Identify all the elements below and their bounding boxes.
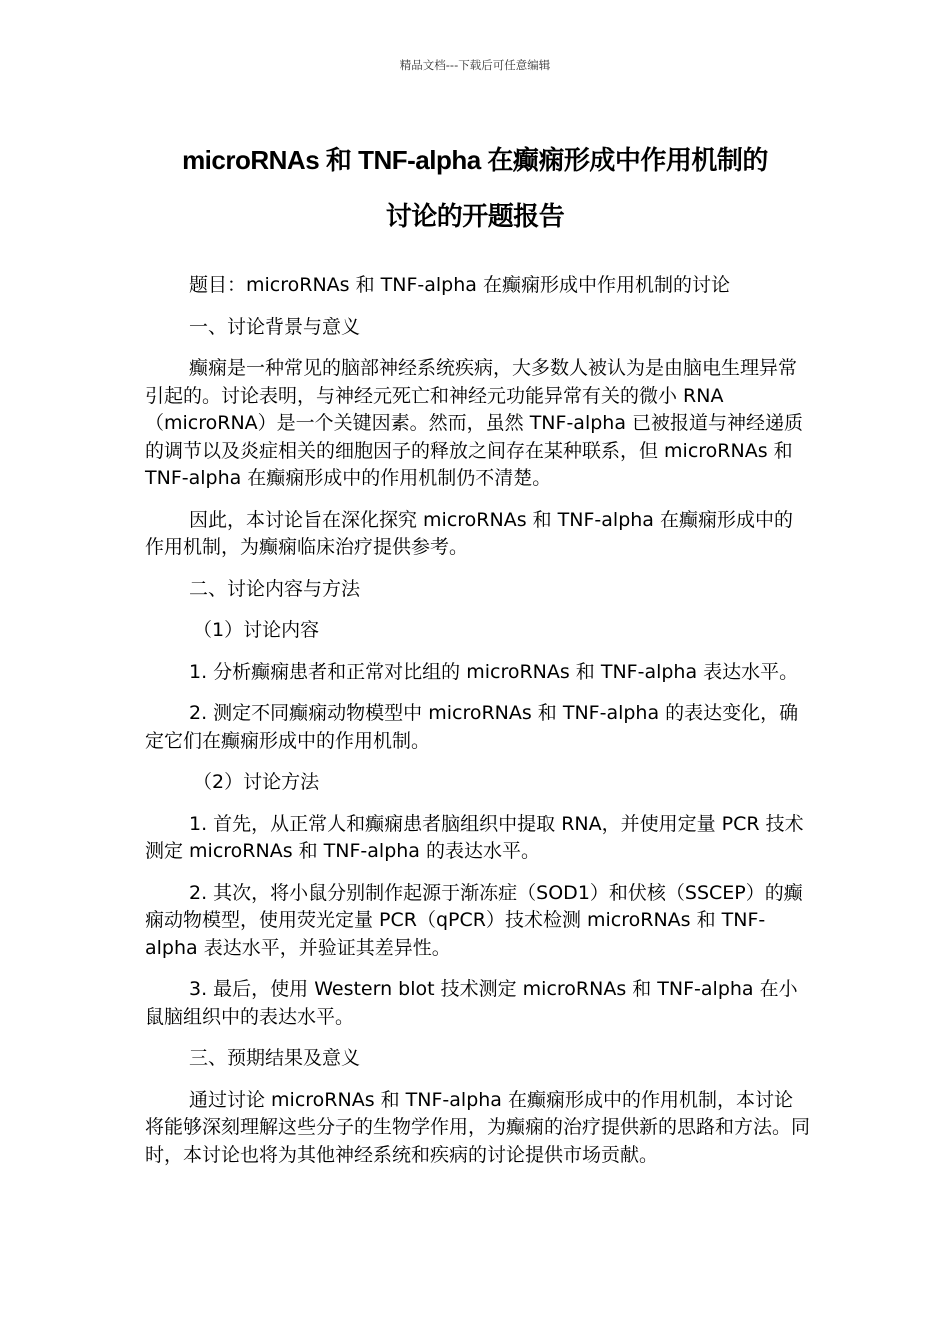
subheading-content: （1）讨论内容 [193, 619, 320, 641]
section-heading-content-methods: 二、讨论内容与方法 [189, 577, 361, 600]
paragraph-expected-results: 通过讨论 microRNAs 和 TNF-alpha 在癫痫形成中的作用机制，本讨论将能够深刻理解这些分子的生物学作用，为癫痫的治疗提供新的思路和方法。同时，本讨论也将为其他神经系统和疾病的讨论提供市场贡献。 [145, 1088, 811, 1166]
content-item-1: 1. 分析癫痫患者和正常对比组的 microRNAs 和 TNF-alpha 表达水平。 [189, 660, 799, 683]
topic-line: 题目：microRNAs 和 TNF-alpha 在癫痫形成中作用机制的讨论 [189, 274, 730, 296]
paragraph-background: 癫痫是一种常见的脑部神经系统疾病，大多数人被认为是由脑电生理异常引起的。讨论表明，与神经元死亡和神经元功能异常有关的微小 RNA（microRNA）是一个关键因素。然而，虽然 TNF-alpha 已被报道与神经递质的调节以及炎症相关的细胞因子的释放之间存在某种联系，但 microRNAs 和 TNF-alpha 在癫痫形成中的作用机制仍不清楚。 [145, 357, 804, 489]
document-title-line-1: microRNAs 和 TNF-alpha 在癫痫形成中作用机制的 [182, 145, 768, 175]
section-heading-background: 一、讨论背景与意义 [189, 315, 361, 338]
document-body [145, 272, 810, 1183]
subheading-methods: （2）讨论方法 [193, 771, 320, 793]
content-item-2: 2. 测定不同癫痫动物模型中 microRNAs 和 TNF-alpha 的表达变化，确定它们在癫痫形成中的作用机制。 [145, 702, 799, 752]
document-title-line-2: 讨论的开题报告 [385, 201, 565, 231]
method-item-2: 2. 其次，将小鼠分别制作起源于渐冻症（SOD1）和伏核（SSCEP）的癫痫动物模型，使用荧光定量 PCR（qPCR）技术检测 microRNAs 和 TNF-alpha 表达水平，并验证其差异性。 [145, 881, 803, 959]
method-item-1: 1. 首先，从正常人和癫痫患者脑组织中提取 RNA，并使用定量 PCR 技术测定 microRNAs 和 TNF-alpha 的表达水平。 [145, 812, 804, 862]
header-note: 精品文档---下载后可任意编辑 [399, 58, 551, 72]
section-heading-expected-results: 三、预期结果及意义 [189, 1047, 361, 1069]
method-item-3: 3. 最后，使用 Western blot 技术测定 microRNAs 和 TNF-alpha 在小鼠脑组织中的表达水平。 [145, 978, 798, 1028]
paragraph-purpose: 因此，本讨论旨在深化探究 microRNAs 和 TNF-alpha 在癫痫形成中的作用机制，为癫痫临床治疗提供参考。 [145, 508, 793, 558]
